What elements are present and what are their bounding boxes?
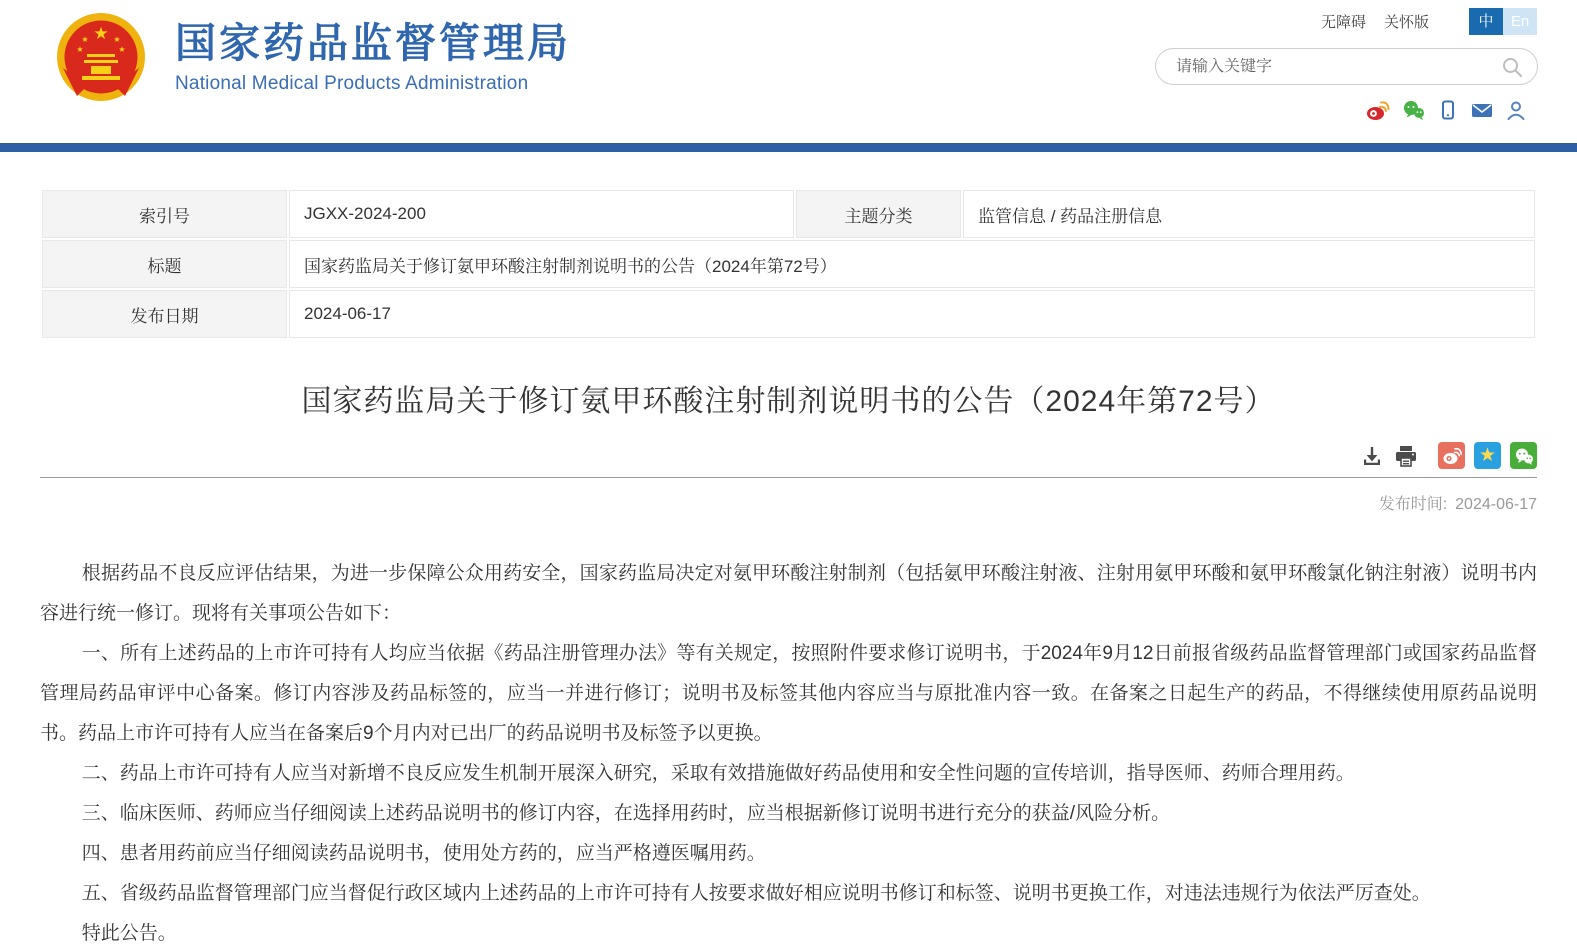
title-value: 国家药监局关于修订氨甲环酸注射制剂说明书的公告（2024年第72号） <box>289 240 1535 288</box>
article-paragraph: 四、患者用药前应当仔细阅读药品说明书，使用处方药的，应当严格遵医嘱用药。 <box>81 843 766 864</box>
utility-bar <box>1321 8 1537 35</box>
table-row <box>42 290 1535 338</box>
mail-icon[interactable] <box>1470 99 1494 121</box>
accessibility-link[interactable]: 无障碍 <box>1320 14 1366 31</box>
topic-value: 监管信息 / 药品注册信息 <box>963 190 1535 238</box>
index-value: JGXX-2024-200 <box>289 190 794 238</box>
share-qzone-icon[interactable]: ★ <box>1474 442 1501 469</box>
search-icon[interactable] <box>1501 56 1537 78</box>
article-paragraph: 根据药品不良反应评估结果，为进一步保障公众用药安全，国家药监局决定对氨甲环酸注射制剂（包括氨甲环酸注射液、注射用氨甲环酸和氨甲环酸氯化钠注射液）说明书内容进行统一修订。现将有关事项公告如下： <box>40 563 1537 624</box>
publish-time-value: 2024-06-17 <box>1455 496 1537 513</box>
svg-text:★: ★ <box>118 45 126 54</box>
lang-zh-button[interactable]: 中 <box>1469 8 1503 35</box>
brand-titles <box>175 21 571 95</box>
user-icon[interactable] <box>1505 99 1527 121</box>
share-weibo-icon[interactable] <box>1438 442 1465 469</box>
share-wechat-icon[interactable] <box>1510 442 1537 469</box>
article-toolbar <box>40 442 1537 469</box>
toolbar-divider <box>40 477 1537 478</box>
language-toggle <box>1469 8 1537 35</box>
article-paragraph: 五、省级药品监督管理部门应当督促行政区域内上述药品的上市许可持有人按要求做好相应说明书修订和标签、说明书更换工作，对违法违规行为依法严厉查处。 <box>81 883 1431 904</box>
site-subtitle: National Medical Products Administration <box>175 73 529 95</box>
topic-label: 主题分类 <box>796 190 961 238</box>
page-title: 国家药监局关于修订氨甲环酸注射制剂说明书的公告（2024年第72号） <box>301 385 1276 418</box>
article-paragraph: 一、所有上述药品的上市许可持有人均应当依据《药品注册管理办法》等有关规定，按照附件要求修订说明书，于2024年9月12日前报省级药品监督管理部门或国家药品监督管理局药品审评中心备案。修订内容涉及药品标签的，应当一并进行修订；说明书及标签其他内容应当与原批准内容一致。在备案之日起生产的药品，不得继续使用原药品说明书。药品上市许可持有人应当在备案后9个月内对已出厂的药品说明书及标签予以更换。 <box>40 643 1537 744</box>
search-box <box>1155 48 1538 85</box>
publish-time-label: 发布时间: <box>1378 496 1448 513</box>
svg-text:★: ★ <box>113 35 121 44</box>
article-paragraph: 三、临床医师、药师应当仔细阅读上述药品说明书的修订内容，在选择用药时，应当根据新修订说明书进行充分的获益/风险分析。 <box>81 803 1171 824</box>
title-label: 标题 <box>42 240 287 288</box>
site-title: 国家药品监督管理局 <box>175 19 571 66</box>
index-label: 索引号 <box>42 190 287 238</box>
site-brand <box>55 12 571 104</box>
article-paragraph: 特此公告。 <box>81 923 177 944</box>
svg-text:★: ★ <box>93 24 109 43</box>
table-row <box>42 240 1535 288</box>
table-row <box>42 190 1535 238</box>
site-header <box>0 0 1577 143</box>
lang-en-button[interactable]: En <box>1503 8 1537 35</box>
national-emblem-logo <box>55 12 147 104</box>
svg-text:★: ★ <box>81 35 89 44</box>
header-divider-bar <box>0 143 1577 152</box>
care-version-link[interactable]: 关怀版 <box>1383 14 1429 31</box>
document-meta-table <box>40 188 1537 340</box>
article-paragraph: 二、药品上市许可持有人应当对新增不良反应发生机制开展深入研究，采取有效措施做好药品使用和安全性问题的宣传培训，指导医师、药师合理用药。 <box>81 763 1355 784</box>
search-input[interactable] <box>1156 58 1501 76</box>
publish-time <box>40 491 1537 514</box>
article-body <box>40 554 1537 946</box>
social-links <box>1365 99 1527 121</box>
print-icon[interactable] <box>1393 444 1419 468</box>
mobile-icon[interactable] <box>1437 99 1459 121</box>
main-content <box>0 152 1577 946</box>
date-label: 发布日期 <box>42 290 287 338</box>
wechat-icon[interactable] <box>1402 99 1426 121</box>
weibo-icon[interactable] <box>1365 99 1391 121</box>
svg-text:★: ★ <box>76 45 84 54</box>
date-value: 2024-06-17 <box>289 290 1535 338</box>
download-icon[interactable] <box>1360 444 1384 468</box>
